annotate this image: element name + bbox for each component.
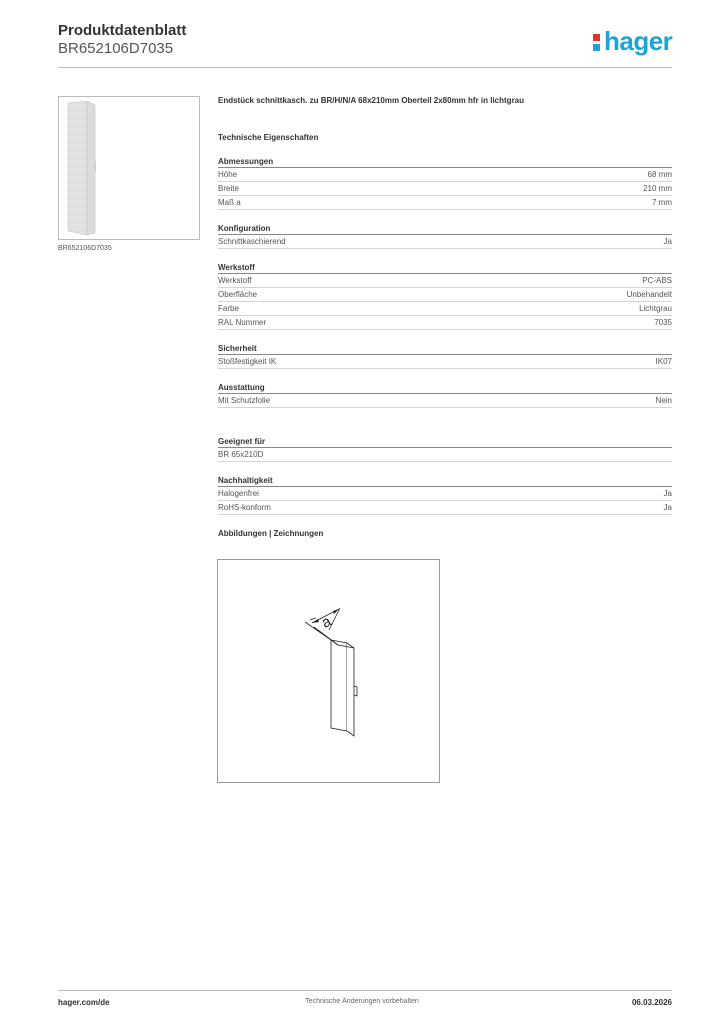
spec-row [218,196,672,210]
section-title: Sicherheit [218,343,672,355]
footer-date: 06.03.2026 [631,998,672,1007]
spec-label: RoHS-konform [218,503,271,512]
spec-value: 210 mm [643,184,672,193]
spec-label: Breite [218,184,239,193]
spec-label: Oberfläche [218,290,258,299]
spec-value: Unbehandelt [626,290,672,299]
section-title: Abmessungen [218,156,672,168]
spec-row [218,288,672,302]
spec-row [218,274,672,288]
spec-value: 68 mm [647,170,672,179]
spec-label: BR 65x210D [218,450,264,459]
technical-drawing [217,559,440,783]
spec-row [218,235,672,249]
product-description: Endstück schnittkasch. zu BR/H/N/A 68x210mm Oberteil 2x80mm hfr in lichtgrau [218,96,525,105]
spec-value: Ja [663,489,672,498]
section-title: Konfiguration [218,223,672,235]
spec-label: Schnittkaschierend [218,237,286,246]
spec-value: Ja [663,503,672,512]
section-title: Geeignet für [218,436,672,448]
spec-row [218,501,672,515]
product-image [58,96,200,240]
spec-row [218,302,672,316]
spec-value: 7035 [654,318,672,327]
section-equipment [218,382,672,408]
spec-label: Stoßfestigkeit IK [218,357,277,366]
end-cap-drawing-icon [218,560,439,782]
section-sustainability [218,475,672,515]
section-title: Ausstattung [218,382,672,394]
spec-label: Farbe [218,304,239,313]
spec-value: 7 mm [652,198,672,207]
tech-properties-heading: Technische Eigenschaften [218,133,319,142]
footer-disclaimer: Technische Änderungen vorbehalten [305,998,419,1005]
specifications [218,96,672,539]
spec-row [218,487,672,501]
spec-label: Halogenfrei [218,489,259,498]
spec-label: Werkstoff [218,276,252,285]
image-caption: BR652106D7035 [58,245,112,252]
spec-value: PC-ABS [642,276,672,285]
spec-label: Mit Schutzfolie [218,396,271,405]
spec-value: Lichtgrau [639,304,672,313]
spec-row [218,394,672,408]
spec-label: Höhe [218,170,238,179]
header-divider [58,67,672,68]
spec-value: IK07 [655,357,672,366]
end-cap-product-icon [65,101,97,235]
drawings-heading: Abbildungen | Zeichnungen [218,529,324,538]
dimension-label: a [318,612,335,632]
spec-row [218,355,672,369]
logo-text: hager [604,26,673,56]
spec-value: Nein [655,396,672,405]
section-material [218,262,672,330]
page-title: Produktdatenblatt [58,22,187,39]
section-title: Werkstoff [218,262,672,274]
spec-row [218,316,672,330]
product-code: BR652106D7035 [58,40,174,57]
spec-label: Maß a [218,198,241,207]
logo-dot-icon [593,34,600,41]
spec-value: Ja [663,237,672,246]
footer-divider [58,990,672,991]
spec-row [218,448,672,462]
section-safety [218,343,672,369]
logo-dot-icon [593,44,600,51]
section-configuration [218,223,672,249]
section-dimensions [218,156,672,210]
section-title: Nachhaltigkeit [218,475,672,487]
section-suitable-for [218,436,672,462]
spec-row [218,168,672,182]
footer-website: hager.com/de [58,998,110,1007]
spec-row [218,182,672,196]
hager-logo [592,24,674,60]
spec-label: RAL Nummer [218,318,267,327]
